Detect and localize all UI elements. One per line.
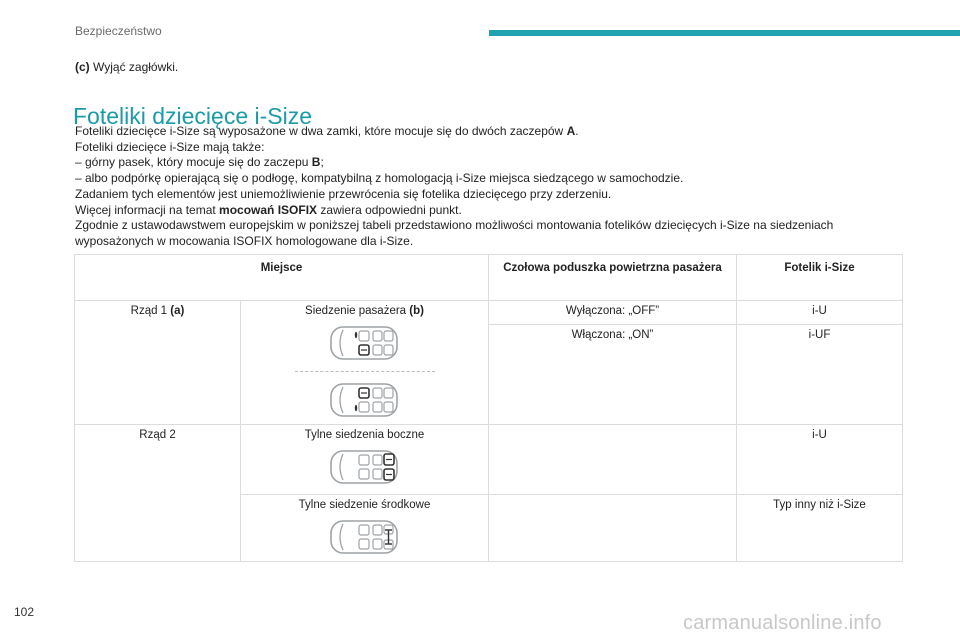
row2-seat-side: Tylne siedzenia boczne	[241, 425, 489, 495]
header-airbag: Czołowa poduszka powietrzna pasażera	[489, 255, 737, 301]
row2-value-center: Typ inny niż i-Size	[737, 495, 903, 562]
paragraph-4: – albo podpórkę opierającą się o podłogę, kompatybilną z homologacją i-Size miejsca siedzącego w samochodzie.	[75, 171, 684, 186]
row1-value-on: i-UF	[737, 324, 903, 424]
note-text: Wyjąć zagłówki.	[89, 60, 179, 74]
row1-place: Rząd 1 (a)	[75, 301, 241, 425]
paragraph-3: – górny pasek, który mocuje się do zaczepu B;	[75, 155, 324, 170]
header-accent-bar	[489, 30, 960, 36]
body-text	[75, 124, 905, 250]
row1-seat: Siedzenie pasażera (b)	[241, 301, 489, 425]
paragraph-1: Foteliki dziecięce i-Size są wyposażone w dwa zamki, które mocuje się do dwóch zaczepów A.	[75, 124, 579, 138]
paragraph-5: Zadaniem tych elementów jest uniemożliwienie przewrócenia się fotelika dziecięcego przy zderzeniu.	[75, 186, 612, 201]
table-header-row	[75, 255, 903, 301]
divider	[295, 371, 435, 372]
table-row	[75, 425, 903, 495]
note-line	[75, 60, 178, 74]
car-top-view-icon	[329, 323, 401, 363]
isize-table	[74, 254, 903, 562]
car-top-view-icon	[329, 447, 401, 487]
row1-value-off: i-U	[737, 301, 903, 325]
row2-seat-center: Tylne siedzenie środkowe	[241, 495, 489, 562]
paragraph-6: Więcej informacji na temat mocowań ISOFIX zawiera odpowiedni punkt.	[75, 202, 462, 217]
section-label: Bezpieczeństwo	[75, 24, 162, 38]
header-isize: Fotelik i-Size	[737, 255, 903, 301]
row1-airbag-on: Włączona: „ON”	[489, 324, 737, 424]
page-number: 102	[14, 605, 35, 619]
car-top-view-icon	[329, 380, 401, 420]
row2-place: Rząd 2	[75, 425, 241, 562]
row1-airbag-off: Wyłączona: „OFF”	[489, 301, 737, 325]
header-place: Miejsce	[75, 255, 489, 301]
paragraph-2: Foteliki dziecięce i-Size mają także:	[75, 139, 265, 154]
row2-value-side: i-U	[737, 425, 903, 495]
page-heading: Foteliki dziecięce i-Size	[73, 103, 313, 130]
note-marker: (c)	[75, 60, 90, 74]
watermark: carmanualsonline.info	[683, 612, 882, 634]
paragraph-7: Zgodnie z ustawodawstwem europejskim w poniższej tabeli przedstawiono możliwości montowania fotelików dziecięcych i-Size na siedzeniach wyposażonych w mocowania ISOFIX homologowane dla i-Size.	[75, 218, 834, 248]
table-row	[75, 301, 903, 325]
car-top-view-icon	[329, 517, 401, 557]
row2-airbag-center	[489, 495, 737, 562]
row2-airbag-side	[489, 425, 737, 495]
